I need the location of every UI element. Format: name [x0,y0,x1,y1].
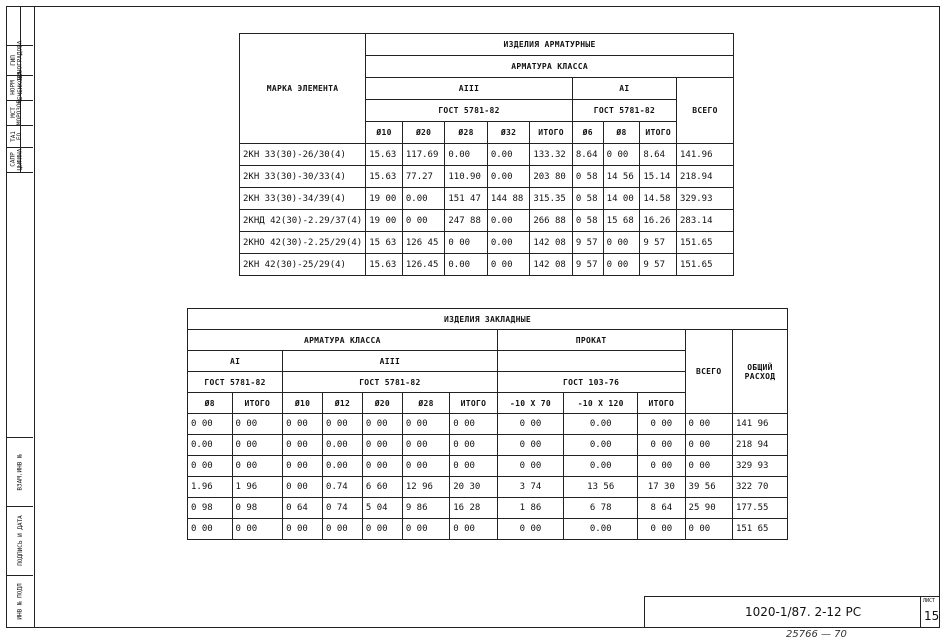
table-row [188,414,788,435]
margin-label-vzam: ВЗАМ.ИНВ № [16,453,24,491]
table-cell: 218 94 [732,435,787,456]
title-block [644,596,940,628]
table-cell: 0 00 [450,519,497,540]
table-row [188,435,788,456]
table-row [240,254,734,276]
margin-label-norm: НОРМ [9,80,17,95]
table2-body [188,414,788,540]
table-cell: 0 00 [497,456,564,477]
table-cell: 0 00 [402,414,449,435]
table-cell: 283.14 [677,210,734,232]
table-cell: 151.65 [677,254,734,276]
table-cell: 0 00 [638,435,685,456]
margin-strip [6,6,34,628]
table-cell: 315.35 [530,188,572,210]
table-cell: 17 30 [638,477,685,498]
table-cell: 322 70 [732,477,787,498]
table-row [188,519,788,540]
sheet-box [920,597,940,628]
table-cell: 0 58 [572,166,603,188]
table-cell: 9 57 [640,232,677,254]
table-cell: 0 00 [402,456,449,477]
total-header: ВСЕГО [685,330,732,414]
table-cell: 0 00 [188,414,233,435]
table-cell: 0 00 [323,414,363,435]
margin-label-gip: ГИП [9,54,17,66]
table-cell: 16.26 [640,210,677,232]
element-mark: 2КНД 42(30)-2.29/37(4) [240,210,366,232]
table-cell: 329 93 [732,456,787,477]
table-cell: 266 88 [530,210,572,232]
table-cell: 0 00 [283,456,323,477]
table-cell: 0.00 [564,456,638,477]
table-cell: 247 88 [445,210,487,232]
table-cell: 0 74 [323,498,363,519]
gost-prokat: ГОСТ 103-76 [497,372,685,393]
table-cell: 0 00 [450,456,497,477]
table-cell: 0 00 [362,435,402,456]
table-cell: 1 96 [232,477,283,498]
margin-label-ta-box [7,125,19,147]
table-row [188,477,788,498]
table-cell: 0 64 [283,498,323,519]
table-cell: 19 00 [366,210,403,232]
table-cell: 0 00 [638,414,685,435]
table-row [188,456,788,477]
table-cell: 6 78 [564,498,638,519]
margin-label-sapr-box [7,147,19,172]
table1-body [240,144,734,276]
table-cell: 14 56 [603,166,640,188]
table-cell: 9 86 [402,498,449,519]
col-prokat-total: ИТОГО [638,393,685,414]
table-cell: 1 86 [497,498,564,519]
gost-a1: ГОСТ 5781-82 [572,100,676,122]
col-a3-d28: Ø28 [445,122,487,144]
table-cell: 0 00 [497,519,564,540]
gost-a3: ГОСТ 5781-82 [283,372,498,393]
mark-header: МАРКА ЭЛЕМЕНТА [240,34,366,144]
table-cell: 25 90 [685,498,732,519]
col-prokat-70: -10 X 70 [497,393,564,414]
table-cell: 0 98 [188,498,233,519]
table-cell: 0 00 [685,519,732,540]
table-cell: 0.00 [487,166,529,188]
table-cell: 0 00 [362,519,402,540]
gost-a3: ГОСТ 5781-82 [366,100,573,122]
sheet-label: ЛИСТ [923,598,936,604]
table-cell: 0.00 [564,519,638,540]
table-row [240,166,734,188]
table-cell: 6 60 [362,477,402,498]
table-cell: 14.58 [640,188,677,210]
document-code: 1020-1/87. 2-12 РС [745,605,862,619]
table-cell: 0.00 [564,414,638,435]
col-a3-total: ИТОГО [450,393,497,414]
table-cell: 0.74 [323,477,363,498]
table-cell: 0 58 [572,210,603,232]
table-cell: 39 56 [685,477,732,498]
table-row [240,188,734,210]
table-cell: 141.96 [677,144,734,166]
table-cell: 0 00 [497,435,564,456]
table-cell: 0 00 [232,414,283,435]
table-cell: 77.27 [402,166,444,188]
table-cell: 0 00 [497,414,564,435]
table-row [240,232,734,254]
table-cell: 0 58 [572,188,603,210]
table-cell: 110.90 [445,166,487,188]
table-cell: 218.94 [677,166,734,188]
table-cell: 126.45 [402,254,444,276]
table-cell: 151 47 [445,188,487,210]
table-cell: 15.63 [366,254,403,276]
table-cell: 15.63 [366,166,403,188]
margin-name-mst: МОРОЗОВ [16,99,24,126]
col-a1-d8: Ø8 [603,122,640,144]
margin-cell-inv [7,575,33,627]
table-cell: 142 08 [530,254,572,276]
table-cell: 0 00 [402,519,449,540]
table-cell: 13 56 [564,477,638,498]
table-cell: 0 00 [685,456,732,477]
overall-header [732,330,787,414]
col-a3-total: ИТОГО [530,122,572,144]
table-cell: 0 00 [450,414,497,435]
col-a1-total: ИТОГО [232,393,283,414]
table-cell: 0 00 [603,254,640,276]
table-cell: 151.65 [677,232,734,254]
table-cell: 0.00 [402,188,444,210]
margin-label-sapr: САПР [9,152,17,167]
class-a1-header: AI [188,351,283,372]
margin-label-inv: ИНВ № ПОДЛ [16,582,24,620]
table-cell: 1.96 [188,477,233,498]
table-cell: 0 00 [283,477,323,498]
table-cell: 144 88 [487,188,529,210]
table-cell: 0 00 [603,144,640,166]
element-mark: 2КН 33(30)-34/39(4) [240,188,366,210]
sheet-number: 15 [924,609,940,623]
embedded-products-table [187,308,788,540]
table-cell: 0 00 [445,232,487,254]
table-cell: 0 00 [188,519,233,540]
margin-label-podpis: ПОДПИСЬ И ДАТА [16,514,24,566]
table-cell: 8 64 [638,498,685,519]
margin-cell-podpis [7,505,33,576]
reinforcement-products-table [239,33,734,276]
margin-name-norm: ЧЕЧЕНКОВА [16,71,24,104]
table-cell: 8.64 [572,144,603,166]
margin-name-gip: ВИНОГРАДОВА [16,40,24,80]
table-cell: 0 00 [188,456,233,477]
table-row [240,210,734,232]
col-a3-d20: Ø20 [362,393,402,414]
margin-label-norm-box [7,75,19,100]
table-cell: 9 57 [572,232,603,254]
element-mark: 2КН 33(30)-30/33(4) [240,166,366,188]
table-cell: 141 96 [732,414,787,435]
table-cell: 329.93 [677,188,734,210]
total-header: ВСЕГО [677,78,734,144]
table-row [240,34,734,56]
table-cell: 0.00 [564,435,638,456]
col-a3-d32: Ø32 [487,122,529,144]
table-cell: 14 00 [603,188,640,210]
table-cell: 0.00 [445,144,487,166]
table-cell: 0 00 [283,414,323,435]
table-cell: 5 04 [362,498,402,519]
table-cell: 0 00 [232,519,283,540]
table-row [188,330,788,351]
table-cell: 0.00 [188,435,233,456]
table1-subtitle: АРМАТУРА КЛАССА [366,56,734,78]
margin-name-ta: ЕО [16,132,24,140]
class-a3-header: AIII [366,78,573,100]
table-cell: 203 80 [530,166,572,188]
table-cell: 15.14 [640,166,677,188]
prokat-blank [497,351,685,372]
table-cell: 20 30 [450,477,497,498]
table-cell: 0 00 [685,435,732,456]
table-cell: 19 00 [366,188,403,210]
gost-a1: ГОСТ 5781-82 [188,372,283,393]
table-row [188,498,788,519]
table-cell: 0 00 [402,210,444,232]
table-cell: 15.63 [366,144,403,166]
table-cell: 0.00 [445,254,487,276]
col-a3-d28: Ø28 [402,393,449,414]
table-cell: 16 28 [450,498,497,519]
table-cell: 0 00 [487,254,529,276]
margin-label-ta: ТА1 [9,130,17,142]
table-cell: 9 57 [572,254,603,276]
table-cell: 177.55 [732,498,787,519]
margin-label-mst-box [7,100,19,125]
table-cell: 8.64 [640,144,677,166]
overall-header-line1: ОБЩИЙ [747,362,773,372]
element-mark: 2КНО 42(30)-2.25/29(4) [240,232,366,254]
table-cell: 142 08 [530,232,572,254]
table-cell: 0 00 [323,519,363,540]
margin-label-mst: МСТ [9,107,17,118]
table-cell: 0.00 [487,144,529,166]
class-a1-header: AI [572,78,676,100]
table-cell: 0 00 [402,435,449,456]
col-a1-total: ИТОГО [640,122,677,144]
table-cell: 133.32 [530,144,572,166]
table-cell: 0 00 [283,435,323,456]
table2-subtitle: АРМАТУРА КЛАССА [188,330,498,351]
table-cell: 12 96 [402,477,449,498]
overall-header-line2: РАСХОД [744,371,776,381]
table-cell: 0 00 [638,456,685,477]
col-a3-d20: Ø20 [402,122,444,144]
table-row [188,309,788,330]
margin-name-sapr: ЦЫФИНА [16,148,24,171]
col-a3-d10: Ø10 [283,393,323,414]
table-cell: 15 63 [366,232,403,254]
table-cell: 117.69 [402,144,444,166]
table-cell: 0.00 [323,456,363,477]
table-cell: 0 00 [283,519,323,540]
class-a3-header: AIII [283,351,498,372]
table-cell: 0 00 [362,456,402,477]
table-cell: 126 45 [402,232,444,254]
table-cell: 0 00 [362,414,402,435]
element-mark: 2КН 33(30)-26/30(4) [240,144,366,166]
col-a1-d8: Ø8 [188,393,233,414]
table-cell: 0 00 [232,456,283,477]
table-cell: 0 00 [450,435,497,456]
table-cell: 9 57 [640,254,677,276]
table2-title: ИЗДЕЛИЯ ЗАКЛАДНЫЕ [188,309,788,330]
margin-label-gip-box [7,45,19,75]
table-cell: 0 98 [232,498,283,519]
element-mark: 2КН 42(30)-25/29(4) [240,254,366,276]
table-cell: 3 74 [497,477,564,498]
table-cell: 0 00 [603,232,640,254]
table-cell: 0.00 [487,232,529,254]
table-cell: 0 00 [685,414,732,435]
table-row [240,144,734,166]
table1-title: ИЗДЕЛИЯ АРМАТУРНЫЕ [366,34,734,56]
col-prokat-120: -10 X 120 [564,393,638,414]
col-a3-d12: Ø12 [323,393,363,414]
col-a3-d10: Ø10 [366,122,403,144]
table-cell: 0.00 [487,210,529,232]
table-cell: 0.00 [323,435,363,456]
table-cell: 0 00 [638,519,685,540]
col-a1-d6: Ø6 [572,122,603,144]
table-cell: 151 65 [732,519,787,540]
bottom-note: 25766 — 70 [786,629,847,640]
table-cell: 0 00 [232,435,283,456]
prokat-header: ПРОКАТ [497,330,685,351]
margin-cell-vzam [7,437,33,507]
table-cell: 15 68 [603,210,640,232]
